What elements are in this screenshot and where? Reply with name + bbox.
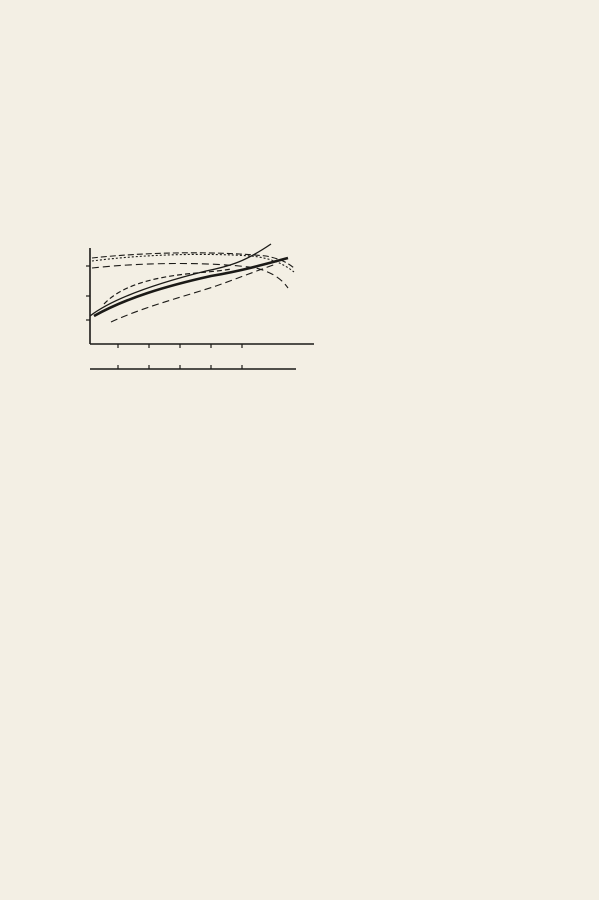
figure-111	[56, 226, 346, 396]
curve-II	[94, 258, 288, 316]
